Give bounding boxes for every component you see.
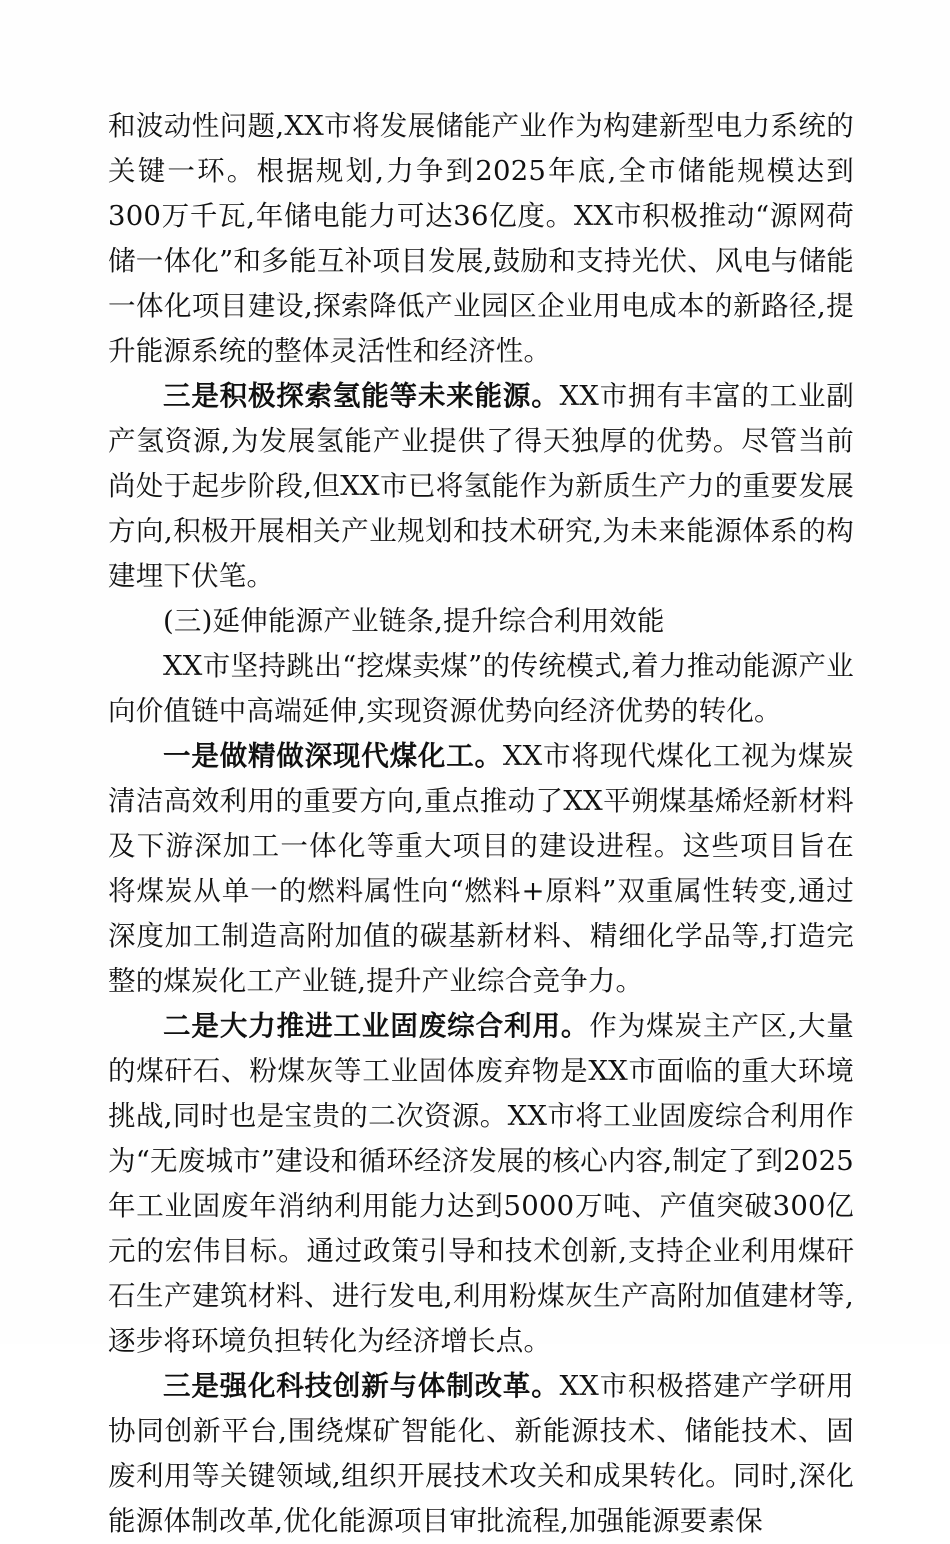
paragraph-1-text: 和波动性问题,XX市将发展储能产业作为构建新型电力系统的关键一环。根据规划,力争到2025年底,全市储能规模达到300万千瓦,年储电能力可达36亿度。XX市积极推动“源网荷储一体化”和多能互补项目发展,鼓励和支持光伏、风电与储能一体化项目建设,探索降低产业园区企业用电成本的新路径,提升能源系统的整体灵活性和经济性。 xyxy=(108,110,854,367)
paragraph-2 xyxy=(108,374,854,599)
paragraph-6-text: 作为煤炭主产区,大量的煤矸石、粉煤灰等工业固体废弃物是XX市面临的重大环境挑战,同时也是宝贵的二次资源。XX市将工业固废综合利用作为“无废城市”建设和循环经济发展的核心内容,制定了到2025年工业固废年消纳利用能力达到5000万吨、产值突破300亿元的宏伟目标。通过政策引导和技术创新,支持企业利用煤矸石生产建筑材料、进行发电,利用粉煤灰生产高附加值建材等,逐步将环境负担转化为经济增长点。 xyxy=(108,1010,854,1357)
document-body xyxy=(108,104,854,1544)
paragraph-5-lead: 一是做精做深现代煤化工。 xyxy=(163,740,503,772)
paragraph-6 xyxy=(108,1004,854,1364)
section-heading xyxy=(108,599,854,644)
paragraph-1 xyxy=(108,104,854,374)
paragraph-4 xyxy=(108,644,854,734)
paragraph-2-lead: 三是积极探索氢能等未来能源。 xyxy=(163,380,560,412)
paragraph-2-text: XX市拥有丰富的工业副产氢资源,为发展氢能产业提供了得天独厚的优势。尽管当前尚处于起步阶段,但XX市已将氢能作为新质生产力的重要发展方向,积极开展相关产业规划和技术研究,为未来能源体系的构建埋下伏笔。 xyxy=(108,380,854,592)
paragraph-7-text: XX市积极搭建产学研用协同创新平台,围绕煤矿智能化、新能源技术、储能技术、固废利用等关键领域,组织开展技术攻关和成果转化。同时,深化能源体制改革,优化能源项目审批流程,加强能源要素保 xyxy=(108,1370,854,1537)
paragraph-4-text: XX市坚持跳出“挖煤卖煤”的传统模式,着力推动能源产业向价值链中高端延伸,实现资源优势向经济优势的转化。 xyxy=(108,650,854,727)
paragraph-5-text: XX市将现代煤化工视为煤炭清洁高效利用的重要方向,重点推动了XX平朔煤基烯烃新材料及下游深加工一体化等重大项目的建设进程。这些项目旨在将煤炭从单一的燃料属性向“燃料+原料”双重属性转变,通过深度加工制造高附加值的碳基新材料、精细化学品等,打造完整的煤炭化工产业链,提升产业综合竞争力。 xyxy=(108,740,854,997)
paragraph-5 xyxy=(108,734,854,1004)
section-heading-text: (三)延伸能源产业链条,提升综合利用效能 xyxy=(163,605,665,637)
paragraph-7 xyxy=(108,1364,854,1544)
paragraph-7-lead: 三是强化科技创新与体制改革。 xyxy=(163,1370,560,1402)
paragraph-6-lead: 二是大力推进工业固废综合利用。 xyxy=(163,1010,590,1042)
